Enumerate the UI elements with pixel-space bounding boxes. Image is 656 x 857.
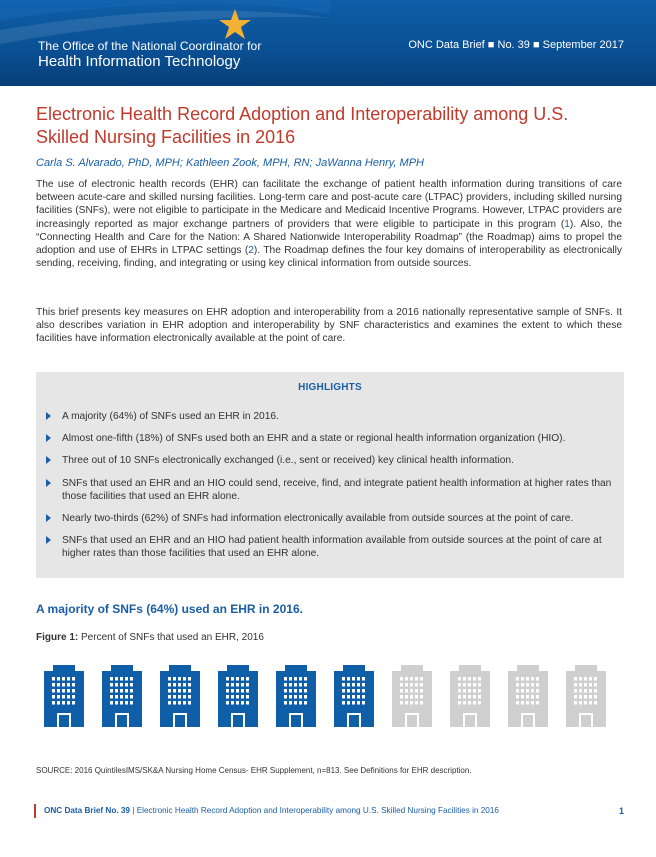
authors: Carla S. Alvarado, PhD, MPH; Kathleen Zook, MPH, RN; JaWanna Henry, MPH [36,157,424,169]
building-icon-filled [218,665,258,727]
figure-caption-text: Percent of SNFs that used an EHR, 2016 [81,632,264,643]
issue-info: ONC Data Brief ■ No. 39 ■ September 2017 [408,39,624,51]
footer-title: Electronic Health Record Adoption and Interoperability among U.S. Skilled Nursing Facilities in 2016 [136,806,499,815]
building-icon-filled [102,665,142,727]
building-icon-empty [450,665,490,727]
ehr-pictograph-chart [44,665,624,727]
footer-brief-name: ONC Data Brief No. 39 [44,806,130,815]
intro-text-a: The use of electronic health records (EHR) can facilitate the exchange of patient health information during transitions of care between acute-care and skilled nursing facilities. Long-term care and post-acute care (LTPAC) providers, including skilled nursing facilities (SNFs), were not eligible to participate in the Medicare and Medicaid Incentive Programs. However, LTPAC providers are increasingly reported as major exchange partners of providers that were eligible to participate in this program ( [36,179,622,230]
bullet-arrow-icon [46,456,51,464]
intro-text-c: ). The Roadmap defines the four key domains of interoperability as electronically sending, receiving, finding, and integrating or using key clinical information from outside sources. [36,245,622,270]
page-header [0,0,656,86]
building-icon-filled [334,665,374,727]
highlights-title: HIGHLIGHTS [298,382,362,393]
footer-accent-bar [34,804,36,818]
highlight-item: Nearly two-thirds (62%) of SNFs had information electronically available from outside sources at the point of care. [44,512,616,525]
highlights-box [36,372,624,578]
brief-summary-paragraph: This brief presents key measures on EHR adoption and interoperability from a 2016 nationally representative sample of SNFs. It also describes variation in EHR adoption and interoperability by SNF characteristics and examines the extent to which these facilities have information electronically available at the point of care. [36,307,622,345]
page-footer [44,806,499,815]
highlight-item: SNFs that used an EHR and an HIO had patient health information available from outside sources at the point of care at higher rates than those facilities that used an EHR alone. [44,534,616,560]
building-icon-filled [44,665,84,727]
building-icon-empty [566,665,606,727]
building-icon-filled [276,665,316,727]
bullet-arrow-icon [46,412,51,420]
footer-separator: | [130,806,137,815]
building-icon-empty [508,665,548,727]
building-icon-filled [160,665,200,727]
highlights-list [44,410,616,561]
figure-caption [36,632,264,643]
org-name-line2: Health Information Technology [38,53,241,70]
bullet-arrow-icon [46,479,51,487]
building-icon-empty [392,665,432,727]
intro-paragraph [36,178,622,270]
source-note: SOURCE: 2016 QuintilesIMS/SK&A Nursing Home Census- EHR Supplement, n=813. See Definitions for EHR description. [36,766,472,775]
bullet-arrow-icon [46,536,51,544]
highlight-item: Almost one-fifth (18%) of SNFs used both an EHR and a state or regional health information organization (HIO). [44,432,616,445]
intro-text-b: ). Also, the “Connecting Health and Care for the Nation: A Shared Nationwide Interoperability Roadmap” (the Roadmap) aims to propel the adoption and use of EHRs in LTPAC settings ( [36,218,622,257]
figure-label: Figure 1: [36,632,79,643]
highlight-item: SNFs that used an EHR and an HIO could send, receive, find, and integrate patient health information at higher rates than those facilities that used an EHR alone. [44,477,616,503]
star-logo-icon [218,8,252,42]
document-title: Electronic Health Record Adoption and Interoperability among U.S. Skilled Nursing Facilities in 2016 [36,104,569,147]
highlight-item: Three out of 10 SNFs electronically exchanged (i.e., sent or received) key clinical health information. [44,454,616,467]
bullet-arrow-icon [46,514,51,522]
citation-link-1[interactable]: 1 [564,218,570,230]
highlight-item: A majority (64%) of SNFs used an EHR in 2016. [44,410,616,423]
section-heading: A majority of SNFs (64%) used an EHR in 2016. [36,602,303,616]
page-number: 1 [618,806,624,816]
citation-link-2[interactable]: 2 [248,245,254,257]
org-name-line1: The Office of the National Coordinator for [38,39,262,53]
bullet-arrow-icon [46,434,51,442]
